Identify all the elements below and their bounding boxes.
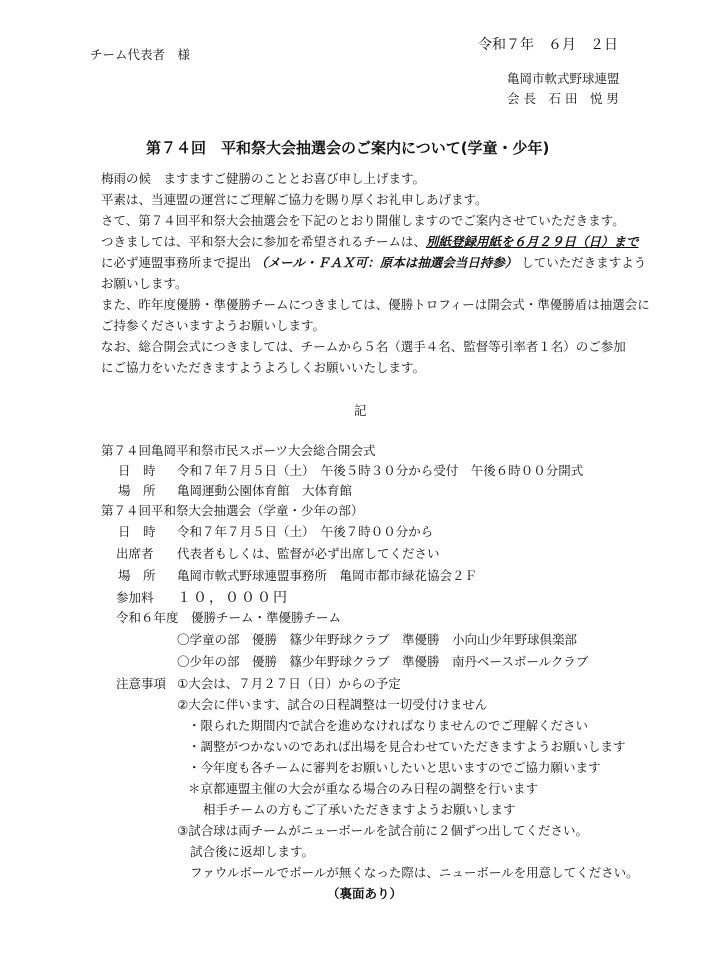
opening-date-label: 日 時: [118, 463, 156, 478]
sender-president: 会 長 石 田 悦 男: [507, 91, 619, 106]
winners-gakudo: 〇学童の部 優勝 篠少年野球クラブ 準優勝 小向山少年野球倶楽部: [177, 632, 578, 647]
note-2d: ＊京都連盟主催の大会が重なる場合のみ日程の調整を行います: [188, 781, 539, 796]
note-2e: 相手チームの方もご了承いただきますようお願いします: [203, 802, 516, 817]
opening-place-value: 亀岡運動公園体育館 大体育館: [177, 483, 353, 498]
winners-shonen: 〇少年の部 優勝 篠少年野球クラブ 準優勝 南丹ベースボールクラブ: [177, 654, 589, 669]
body-line-10: にご協力をいただきますようよろしくお願いいたします。: [101, 360, 426, 375]
note-1: ①大会は、７月２７日（日）からの予定: [177, 676, 401, 691]
submission-method-emphasis: （メール・ＦＡＸ可：原本は抽選会当日持参）: [255, 255, 518, 270]
body-line-2: 平素は、当連盟の運営にご理解ご協力を賜り厚くお礼申しあげます。: [101, 192, 488, 207]
note-2c: ・今年度も各チームに審判をお願いしたいと思いますのでご協力願います: [188, 760, 601, 775]
ki-marker: 記: [354, 403, 367, 418]
opening-heading: 第７４回亀岡平和祭市民スポーツ大会総合開会式: [101, 443, 376, 458]
note-2b: ・調整がつかないのであれば出場を見合わせていただきますようお願いします: [188, 739, 626, 754]
body-line-4: [101, 233, 639, 251]
lottery-attendee-value: 代表者もしくは、監督が必ず出席してください: [177, 546, 440, 561]
lottery-fee-value: １０，０００円: [177, 590, 289, 606]
note-3: ③試合球は両チームがニューボールを試合前に２個ずつ出してください。: [177, 823, 588, 838]
body-line-8: ご持参くださいますようお願いします。: [101, 318, 326, 333]
addressee: チーム代表者 様: [90, 47, 191, 62]
lottery-place-value: 亀岡市軟式野球連盟事務所 亀岡市都市緑花協会２Ｆ: [177, 568, 478, 583]
note-2a: ・限られた期間内で試合を進めなければなりませんのでご理解ください: [188, 718, 589, 733]
body-line-1: 梅雨の候 ますますご健勝のこととお喜び申し上げます。: [101, 171, 426, 186]
note-3a: 試合後に返却します。: [190, 844, 315, 859]
body-line-9: なお、総合開会式につきましては、チームから５名（選手４名、監督等引率者１名）のご参加: [101, 339, 626, 354]
lottery-date-value: 令和７年７月５日（土） 午後７時００分から: [177, 524, 434, 539]
body-line-4-text: つきましては、平和祭大会に参加を希望されるチームは、: [101, 234, 427, 249]
body-line-3: さて、第７４回平和祭大会抽選会を下記のとおり開催しますのでご案内させていただきます。: [101, 213, 625, 228]
note-3b: ファウルボールでボールが無くなった際は、ニューボールを用意してください。: [190, 865, 639, 880]
lottery-heading: 第７４回平和祭大会抽選会（学童・少年の部）: [101, 503, 364, 518]
opening-date-value: 令和７年７月５日（土） 午後５時３０分から受付 午後６時００分開式: [177, 463, 584, 478]
deadline-emphasis: 別紙登録用紙を６月２９日（日）まで: [426, 234, 639, 249]
notes-label: 注意事項: [116, 676, 167, 691]
winners-heading: 令和６年度 優勝チーム・準優勝チーム: [116, 610, 342, 625]
body-line-5-text: に必ず連盟事務所まで提出: [101, 255, 252, 270]
body-line-5-tail: していただきますよう: [521, 255, 647, 270]
sender-organization: 亀岡市軟式野球連盟: [507, 71, 620, 86]
body-line-6: お願いします。: [101, 276, 188, 291]
document-date: 令和７年 ６月 ２日: [478, 37, 618, 53]
body-line-7: また、昨年度優勝・準優勝チームにつきましては、優勝トロフィーは開会式・準優勝盾は抽選会に: [101, 297, 650, 312]
document-title: 第７４回 平和祭大会抽選会のご案内について(学童・少年): [146, 139, 550, 157]
lottery-fee-label: 参加料: [116, 590, 154, 605]
note-2: ②大会に伴います、試合の日程調整は一切受付けません: [177, 697, 488, 712]
opening-place-label: 場 所: [118, 483, 156, 498]
lottery-date-label: 日 時: [118, 524, 156, 539]
lottery-attendee-label: 出席者: [116, 546, 154, 561]
reverse-side-note: （裏面あり）: [327, 886, 403, 901]
body-line-5: [101, 254, 646, 272]
lottery-place-label: 場 所: [118, 568, 156, 583]
